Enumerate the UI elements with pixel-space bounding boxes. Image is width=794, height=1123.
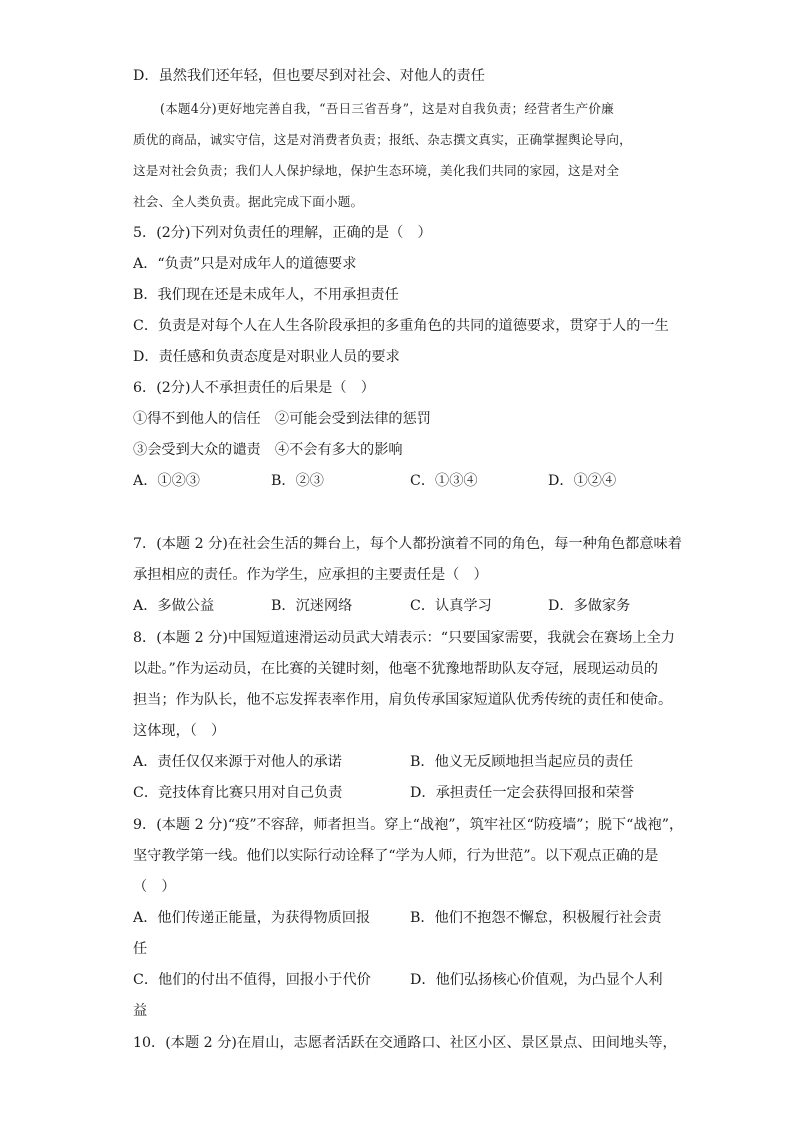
q7-stem-line: 承担相应的责任。作为学生，应承担的主要责任是（ ） (133, 567, 488, 583)
q9-stem-line: （ ） (133, 879, 176, 895)
prev-question-option-d: D．虽然我们还年轻，但也要尽到对社会、对他人的责任 (133, 68, 485, 84)
q9-option-a: A．他们传递正能量，为获得物质回报 (133, 910, 371, 926)
q8-stem-line: 以赴。”作为运动员，在比赛的关键时刻，他毫不犹豫地帮助队友夺冠，展现运动员的 (133, 661, 659, 677)
passage-line: 质优的商品，诚实守信，这是对消费者负责；报纸、杂志撰文真实，正确掌握舆论导向， (133, 132, 632, 147)
q6-items-line: ①得不到他人的信任 ②可能会受到法律的惩罚 (133, 411, 431, 427)
passage-line: (本题4分)更好地完善自我，“吾日三省吾身”，这是对自我负责；经营者生产价廉 (160, 101, 614, 116)
q10-stem-line: 10．(本题 2 分)在眉山，志愿者活跃在交通路口、社区小区、景区景点、田间地头等， (133, 1035, 677, 1051)
q9-option-c: C．他们的付出不值得，回报小于代价 (133, 972, 371, 988)
q5-option-a: A．“负责”只是对成年人的道德要求 (133, 256, 357, 272)
q5-option-c: C．负责是对每个人在人生各阶段承担的多重角色的共同的道德要求，贯穿于人的一生 (133, 318, 669, 334)
q7-option-a: A．多做公益 (133, 598, 215, 614)
q8-option-b: B．他义无反顾地担当起应员的责任 (410, 754, 634, 770)
q6-option-d: D．①②④ (548, 473, 617, 489)
q8-stem-line: 担当；作为队长，他不忘发挥表率作用，肩负传承国家短道队优秀传统的责任和使命。 (133, 692, 673, 708)
q9-option-d-wrap: 益 (133, 1003, 148, 1019)
q5-option-d: D．责任感和负责态度是对职业人员的要求 (133, 349, 400, 365)
q5-option-b: B．我们现在还是未成年人，不用承担责任 (133, 287, 399, 303)
passage-line: 社会、全人类负责。据此完成下面小题。 (133, 194, 364, 209)
q6-option-c: C．①③④ (410, 473, 478, 489)
q8-option-c: C．竞技体育比赛只用对自己负责 (133, 785, 343, 801)
q6-option-b: B．②③ (271, 473, 324, 489)
q9-option-b: B．他们不抱怨不懈怠，积极履行社会责 (410, 910, 662, 926)
q6-stem: 6．(2分)人不承担责任的后果是（ ） (133, 380, 375, 396)
q6-items-line: ③会受到大众的谴责 ④不会有多大的影响 (133, 442, 403, 458)
q9-option-d: D．他们弘扬核心价值观，为凸显个人利 (410, 972, 663, 988)
q7-option-d: D．多做家务 (548, 598, 631, 614)
q9-option-b-wrap: 任 (133, 941, 148, 957)
q5-stem: 5．(2分)下列对负责任的理解，正确的是（ ） (133, 225, 432, 241)
q8-option-d: D．承担责任一定会获得回报和荣誉 (410, 785, 635, 801)
q6-option-a: A．①②③ (133, 473, 200, 489)
q8-stem-line: 8．(本题 2 分)中国短道速滑运动员武大靖表示：“只要国家需要，我就会在赛场上全力 (133, 630, 675, 646)
q7-stem-line: 7．(本题 2 分)在社会生活的舞台上，每个人都扮演着不同的角色，每一种角色都意味着 (133, 536, 682, 552)
q8-stem-line: 这体现，（ ） (133, 723, 226, 739)
q8-option-a: A．责任仅仅来源于对他人的承诺 (133, 754, 342, 770)
q7-option-c: C．认真学习 (410, 598, 492, 614)
q9-stem-line: 坚守教学第一线。他们以实际行动诠释了“学为人师，行为世范”。以下观点正确的是 (133, 848, 659, 864)
passage-line: 这是对社会负责；我们人人保护绿地，保护生态环境，美化我们共同的家园，这是对全 (133, 163, 620, 178)
q7-option-b: B．沉迷网络 (271, 598, 353, 614)
q9-stem-line: 9．(本题 2 分)“疫”不容辞，师者担当。穿上“战袍”，筑牢社区“防疫墙”；脱下“战袍”， (133, 817, 684, 833)
